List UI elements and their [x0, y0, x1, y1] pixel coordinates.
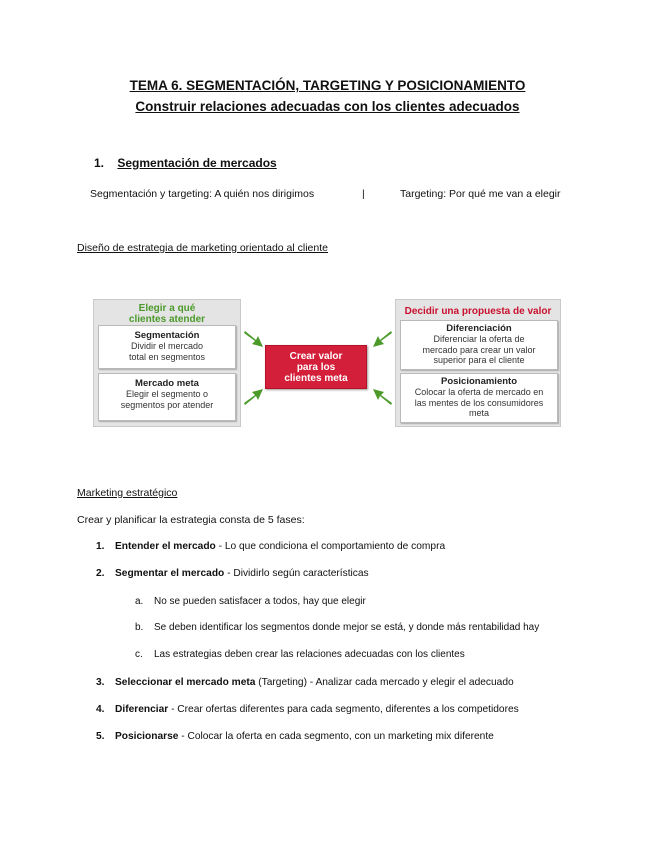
differentiation-box [400, 320, 558, 370]
marketing-heading: Marketing estratégico [77, 487, 178, 499]
step-title: Diferenciar [115, 704, 169, 715]
segmentation-box [98, 325, 236, 369]
target-market-box [98, 373, 236, 421]
box-description: Elegir el segmento o segmentos por atender [120, 389, 214, 410]
step-text: - Crear ofertas diferentes para cada segmento, diferentes a los competidores [168, 704, 519, 715]
step-item [96, 704, 519, 715]
substep-item [135, 622, 539, 633]
substep-letter: a. [135, 596, 144, 607]
substep-item [135, 596, 366, 607]
step-item [96, 677, 514, 688]
substep-item [135, 649, 465, 660]
left-group [93, 299, 241, 427]
positioning-box [400, 373, 558, 423]
step-text: - Dividirlo según características [224, 568, 369, 579]
step-item [96, 541, 445, 552]
substep-letter: c. [135, 649, 143, 660]
intro-left: Segmentación y targeting: A quién nos dirigimos [90, 188, 315, 200]
intro-separator: | [362, 188, 365, 200]
arrow-down-left-icon [371, 327, 393, 349]
substep-text: No se pueden satisfacer a todos, hay que elegir [154, 596, 366, 607]
step-title: Entender el mercado [115, 541, 216, 552]
box-description: Dividir el mercado total en segmentos [128, 341, 206, 362]
step-number: 1. [96, 541, 105, 552]
diagram-caption: Diseño de estrategia de marketing orientado al cliente [77, 242, 328, 254]
box-title: Diferenciación [446, 323, 512, 334]
step-number: 3. [96, 677, 105, 688]
step-item [96, 731, 494, 742]
box-title: Posicionamiento [440, 376, 517, 387]
marketing-intro: Crear y planificar la estrategia consta de 5 fases: [77, 514, 305, 526]
step-number: 4. [96, 704, 105, 715]
center-value-box [265, 345, 367, 389]
step-title: Seleccionar el mercado meta [115, 677, 256, 688]
step-number: 2. [96, 568, 105, 579]
step-text: (Targeting) - Analizar cada mercado y elegir el adecuado [255, 677, 514, 688]
left-group-header: Elegir a qué clientes atender [128, 303, 206, 325]
arrow-down-right-icon [243, 327, 265, 349]
step-item [96, 568, 369, 579]
page-title: TEMA 6. SEGMENTACIÓN, TARGETING Y POSICIONAMIENTO [129, 78, 526, 93]
section-number: 1. [94, 156, 105, 170]
section-title: Segmentación de mercados [117, 156, 277, 170]
box-title: Mercado meta [135, 378, 199, 389]
box-description: Colocar la oferta de mercado en las mentes de los consumidores meta [414, 387, 544, 418]
step-text: - Colocar la oferta en cada segmento, con un marketing mix diferente [178, 731, 494, 742]
step-title: Posicionarse [115, 731, 179, 742]
box-title: Segmentación [134, 330, 200, 341]
page-subtitle: Construir relaciones adecuadas con los clientes adecuados [135, 99, 520, 114]
substep-text: Las estrategias deben crear las relaciones adecuadas con los clientes [154, 649, 465, 660]
arrow-up-right-icon [243, 387, 265, 409]
center-value-text: Crear valor para los clientes meta [284, 350, 348, 384]
substep-letter: b. [135, 622, 144, 633]
strategy-diagram [93, 299, 566, 425]
right-group [395, 299, 561, 427]
step-number: 5. [96, 731, 105, 742]
intro-right: Targeting: Por qué me van a elegir [400, 188, 561, 200]
step-text: - Lo que condiciona el comportamiento de compra [215, 541, 446, 552]
right-group-header: Decidir una propuesta de valor [404, 306, 552, 317]
box-description: Diferenciar la oferta de mercado para crear un valor superior para el cliente [422, 334, 536, 365]
section-heading [94, 156, 277, 170]
substep-text: Se deben identificar los segmentos donde mejor se está, y donde más rentabilidad hay [154, 622, 540, 633]
step-title: Segmentar el mercado [115, 568, 225, 579]
arrow-up-left-icon [371, 387, 393, 409]
